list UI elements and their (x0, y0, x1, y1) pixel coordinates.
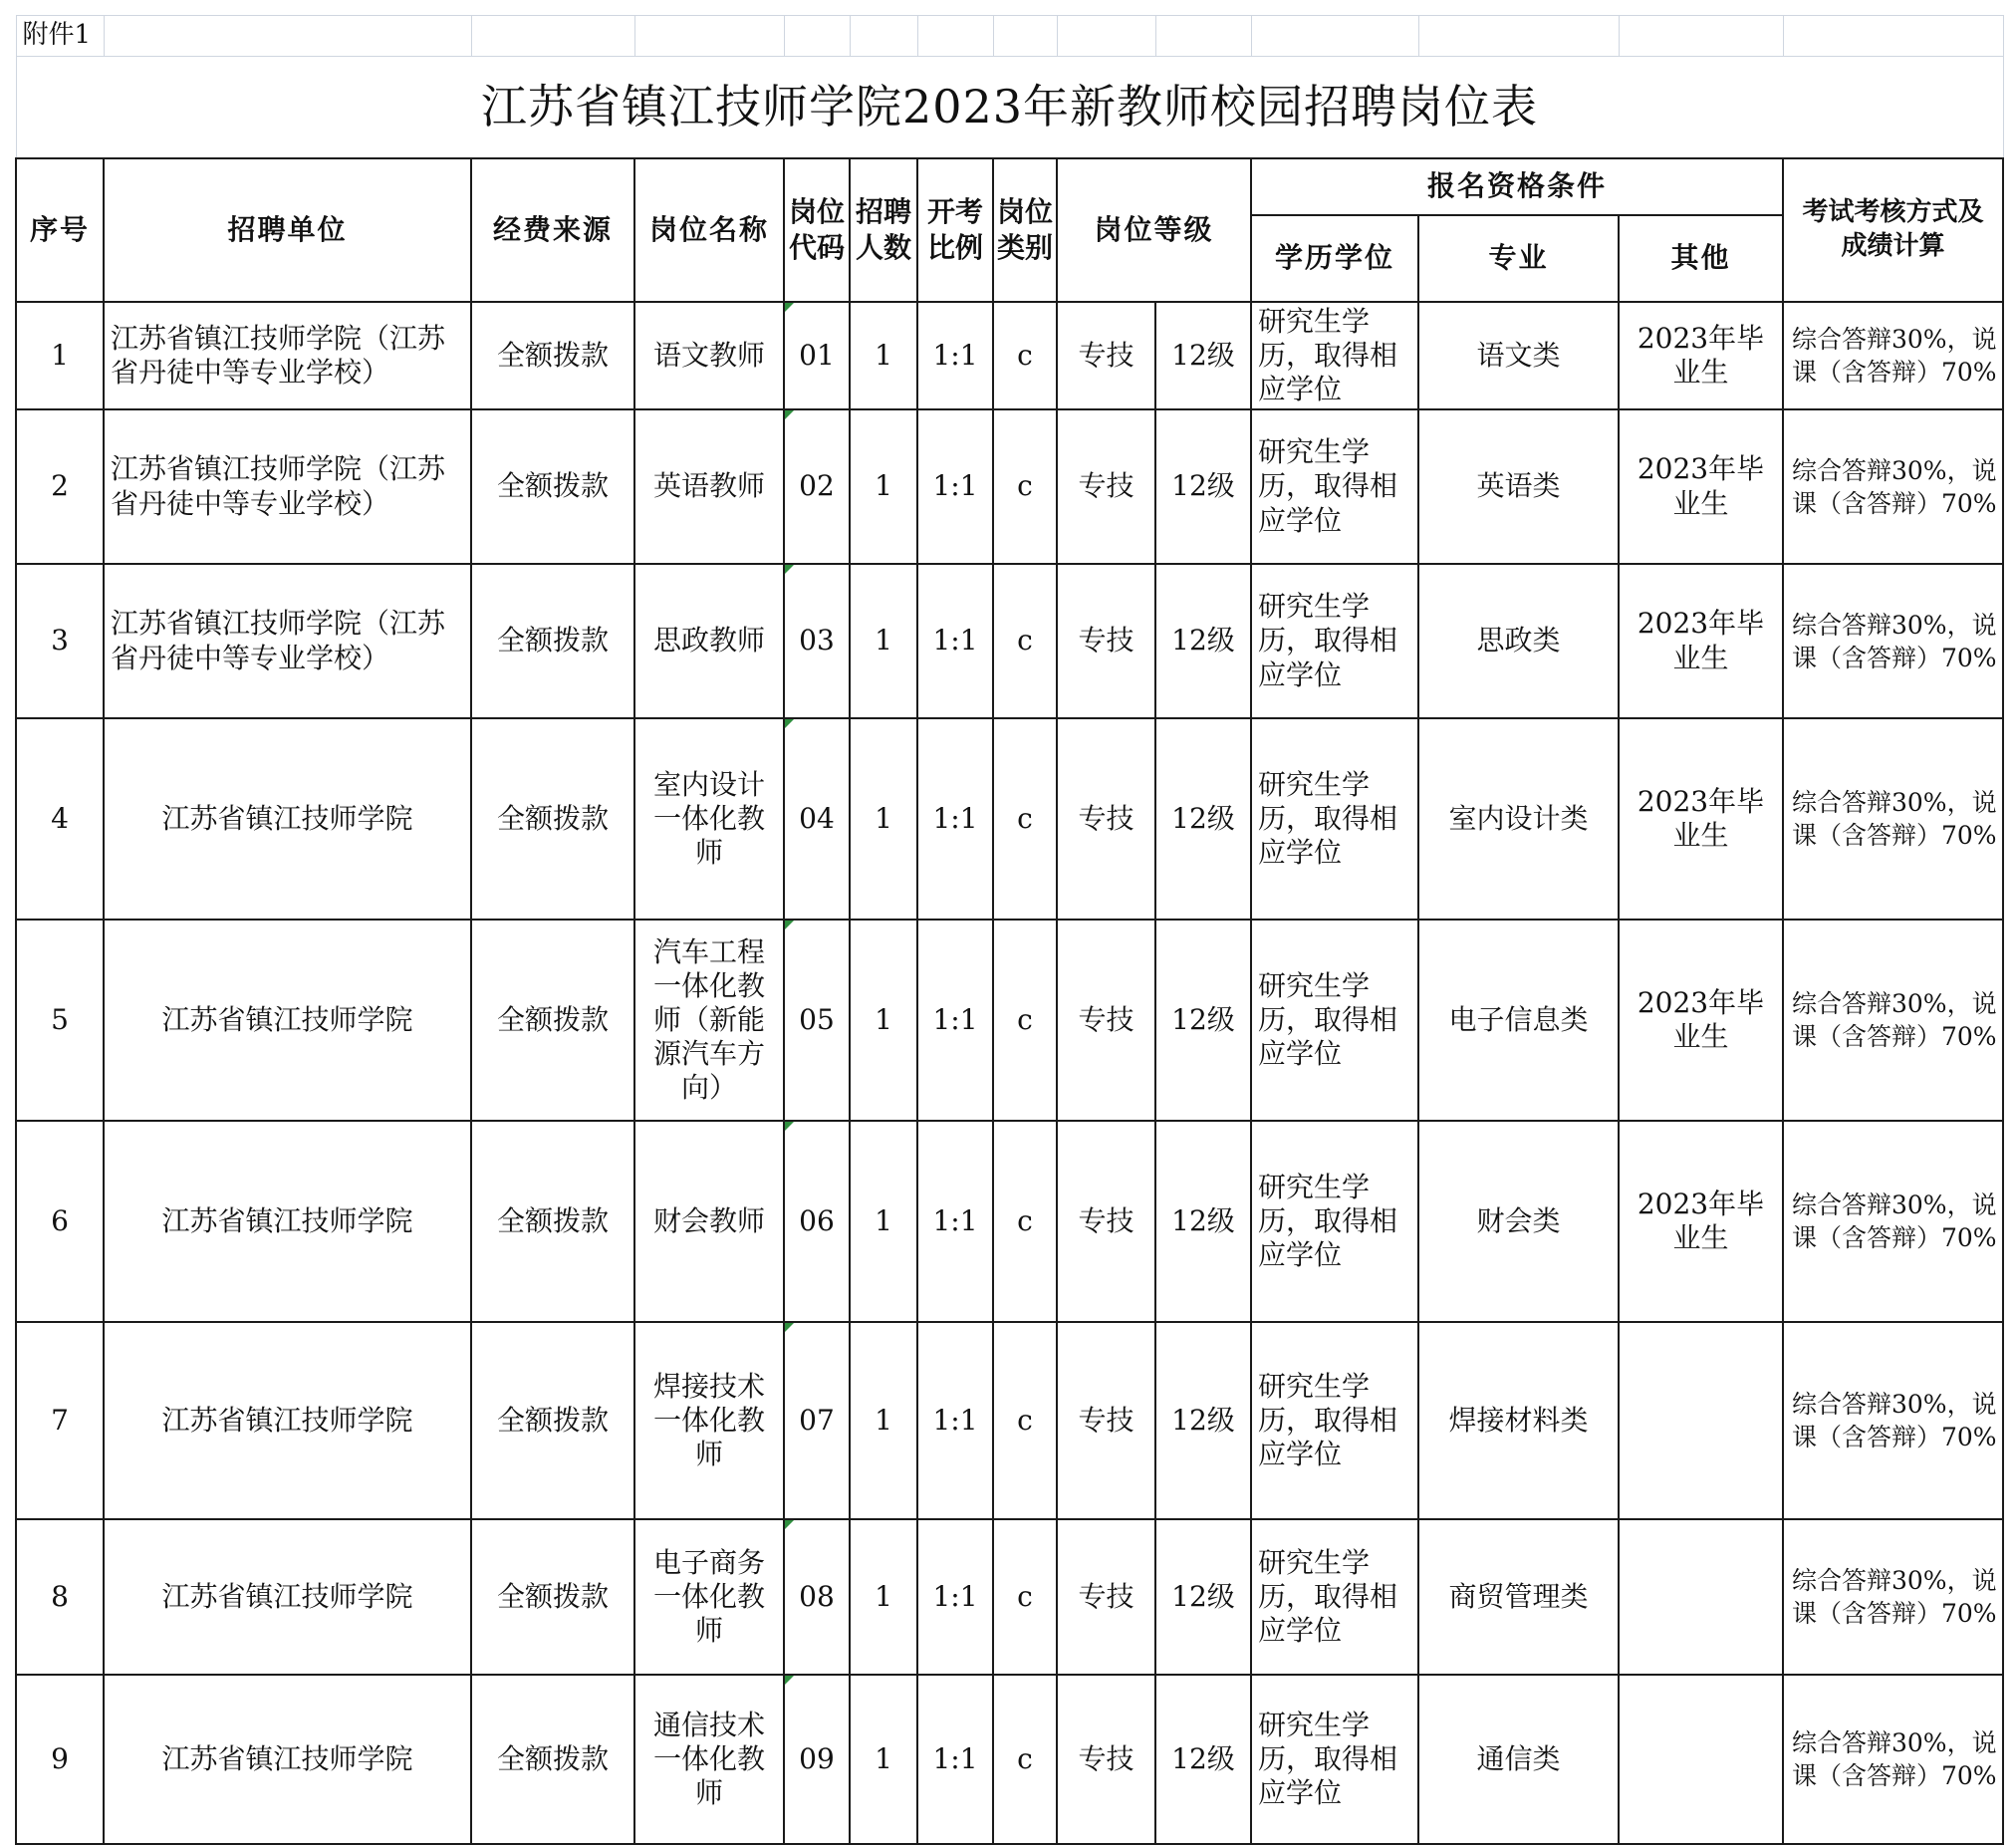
exam-method-cell[interactable]: 综合答辩30%，说课（含答辩）70% (1783, 302, 2003, 409)
exam-method-cell[interactable]: 综合答辩30%，说课（含答辩）70% (1783, 1675, 2003, 1844)
post-name-cell[interactable]: 思政教师 (634, 564, 784, 718)
post-level-grade-cell[interactable]: 12级 (1155, 1121, 1251, 1322)
exam-method-cell[interactable]: 综合答辩30%，说课（含答辩）70% (1783, 920, 2003, 1121)
header-post-code[interactable]: 岗位代码 (784, 158, 850, 302)
count-cell[interactable]: 1 (850, 1121, 917, 1322)
page-title[interactable]: 江苏省镇江技师学院2023年新教师校园招聘岗位表 (16, 57, 2003, 159)
seq-cell[interactable]: 7 (16, 1322, 104, 1519)
post-type-cell[interactable]: c (993, 718, 1057, 920)
ratio-cell[interactable]: 1:1 (917, 1675, 993, 1844)
post-code-text: 03 (799, 624, 835, 658)
post-level-category-cell[interactable]: 专技 (1057, 564, 1155, 718)
post-level-category-cell[interactable]: 专技 (1057, 1675, 1155, 1844)
unit-cell[interactable]: 江苏省镇江技师学院 (104, 920, 471, 1121)
post-level-grade-cell[interactable]: 12级 (1155, 1322, 1251, 1519)
funding-cell[interactable]: 全额拨款 (471, 1322, 634, 1519)
funding-cell[interactable]: 全额拨款 (471, 1675, 634, 1844)
post-level-category-cell[interactable]: 专技 (1057, 409, 1155, 564)
count-cell[interactable]: 1 (850, 920, 917, 1121)
other-cell[interactable]: 2023年毕业生 (1619, 1121, 1783, 1322)
ratio-cell[interactable]: 1:1 (917, 1519, 993, 1675)
post-code-cell[interactable] (784, 302, 850, 409)
header-education[interactable]: 学历学位 (1251, 215, 1418, 302)
unit-cell[interactable]: 江苏省镇江技师学院（江苏省丹徒中等专业学校） (104, 564, 471, 718)
exam-method-cell[interactable]: 综合答辩30%，说课（含答辩）70% (1783, 409, 2003, 564)
post-code-cell[interactable] (784, 409, 850, 564)
major-cell[interactable]: 商贸管理类 (1418, 1519, 1619, 1675)
ratio-cell[interactable]: 1:1 (917, 409, 993, 564)
exam-method-cell[interactable]: 综合答辩30%，说课（含答辩）70% (1783, 1519, 2003, 1675)
unit-cell[interactable]: 江苏省镇江技师学院（江苏省丹徒中等专业学校） (104, 302, 471, 409)
count-cell[interactable]: 1 (850, 302, 917, 409)
header-exam[interactable]: 考试考核方式及成绩计算 (1783, 158, 2003, 302)
education-cell[interactable]: 研究生学历，取得相应学位 (1251, 1121, 1418, 1322)
attachment-label[interactable]: 附件1 (16, 16, 104, 57)
funding-cell[interactable]: 全额拨款 (471, 1121, 634, 1322)
seq-cell[interactable]: 5 (16, 920, 104, 1121)
other-cell[interactable]: 2023年毕业生 (1619, 302, 1783, 409)
post-name-cell[interactable]: 室内设计一体化教师 (634, 718, 784, 920)
seq-cell[interactable]: 3 (16, 564, 104, 718)
title-row (16, 57, 2003, 159)
empty-cell[interactable] (1619, 16, 1783, 57)
cell-flag-indicator (785, 921, 794, 929)
other-cell[interactable] (1619, 1519, 1783, 1675)
header-count[interactable]: 招聘人数 (850, 158, 917, 302)
cell-flag-indicator (785, 1676, 794, 1685)
post-level-grade-cell[interactable]: 12级 (1155, 718, 1251, 920)
table-row (16, 718, 2003, 920)
post-code-text: 06 (799, 1203, 835, 1237)
count-cell[interactable]: 1 (850, 1519, 917, 1675)
post-level-category-cell[interactable]: 专技 (1057, 1121, 1155, 1322)
empty-cell[interactable] (471, 16, 634, 57)
header-row-top (16, 158, 2003, 215)
ratio-cell[interactable]: 1:1 (917, 718, 993, 920)
major-cell[interactable]: 语文类 (1418, 302, 1619, 409)
major-cell[interactable]: 室内设计类 (1418, 718, 1619, 920)
post-type-cell[interactable]: c (993, 1519, 1057, 1675)
empty-cell[interactable] (850, 16, 917, 57)
cell-flag-indicator (785, 719, 794, 728)
count-cell[interactable]: 1 (850, 1322, 917, 1519)
funding-cell[interactable]: 全额拨款 (471, 409, 634, 564)
post-level-grade-cell[interactable]: 12级 (1155, 564, 1251, 718)
post-level-grade-cell[interactable]: 12级 (1155, 302, 1251, 409)
empty-cell[interactable] (784, 16, 850, 57)
post-type-cell[interactable]: c (993, 1121, 1057, 1322)
post-level-grade-cell[interactable]: 12级 (1155, 920, 1251, 1121)
post-level-category-cell[interactable]: 专技 (1057, 920, 1155, 1121)
count-cell[interactable]: 1 (850, 409, 917, 564)
empty-cell[interactable] (104, 16, 471, 57)
post-name-cell[interactable]: 电子商务一体化教师 (634, 1519, 784, 1675)
post-code-cell[interactable] (784, 1675, 850, 1844)
education-cell[interactable]: 研究生学历，取得相应学位 (1251, 1519, 1418, 1675)
education-cell[interactable]: 研究生学历，取得相应学位 (1251, 920, 1418, 1121)
empty-cell[interactable] (1418, 16, 1619, 57)
post-level-grade-cell[interactable]: 12级 (1155, 409, 1251, 564)
unit-cell[interactable]: 江苏省镇江技师学院（江苏省丹徒中等专业学校） (104, 409, 471, 564)
table-row (16, 1121, 2003, 1322)
table-row (16, 302, 2003, 409)
empty-cell[interactable] (1251, 16, 1418, 57)
header-seq[interactable]: 序号 (16, 158, 104, 302)
cell-flag-indicator (785, 1122, 794, 1131)
header-ratio[interactable]: 开考比例 (917, 158, 993, 302)
header-unit[interactable]: 招聘单位 (104, 158, 471, 302)
header-post-level[interactable]: 岗位等级 (1057, 158, 1251, 302)
funding-cell[interactable]: 全额拨款 (471, 564, 634, 718)
post-code-cell[interactable] (784, 1121, 850, 1322)
spreadsheet-sheet (15, 15, 2002, 1845)
other-cell[interactable]: 2023年毕业生 (1619, 718, 1783, 920)
unit-cell[interactable]: 江苏省镇江技师学院 (104, 1322, 471, 1519)
major-cell[interactable]: 焊接材料类 (1418, 1322, 1619, 1519)
post-code-text: 02 (799, 469, 835, 503)
funding-cell[interactable]: 全额拨款 (471, 920, 634, 1121)
table-row (16, 1519, 2003, 1675)
education-cell[interactable]: 研究生学历，取得相应学位 (1251, 302, 1418, 409)
education-cell[interactable]: 研究生学历，取得相应学位 (1251, 1675, 1418, 1844)
ratio-cell[interactable]: 1:1 (917, 920, 993, 1121)
funding-cell[interactable]: 全额拨款 (471, 302, 634, 409)
post-code-text: 09 (799, 1741, 835, 1775)
ratio-cell[interactable]: 1:1 (917, 564, 993, 718)
empty-cell[interactable] (1155, 16, 1251, 57)
post-type-cell[interactable]: c (993, 302, 1057, 409)
header-other[interactable]: 其他 (1619, 215, 1783, 302)
major-cell[interactable]: 财会类 (1418, 1121, 1619, 1322)
major-cell[interactable]: 通信类 (1418, 1675, 1619, 1844)
attachment-row (16, 16, 2003, 57)
major-cell[interactable]: 电子信息类 (1418, 920, 1619, 1121)
table-row (16, 1675, 2003, 1844)
post-code-cell[interactable] (784, 564, 850, 718)
cell-flag-indicator (785, 1323, 794, 1332)
education-cell[interactable]: 研究生学历，取得相应学位 (1251, 718, 1418, 920)
seq-cell[interactable]: 2 (16, 409, 104, 564)
unit-cell[interactable]: 江苏省镇江技师学院 (104, 1519, 471, 1675)
unit-cell[interactable]: 江苏省镇江技师学院 (104, 1675, 471, 1844)
ratio-cell[interactable]: 1:1 (917, 302, 993, 409)
table-row (16, 920, 2003, 1121)
cell-flag-indicator (785, 565, 794, 574)
empty-cell[interactable] (1057, 16, 1155, 57)
seq-cell[interactable]: 1 (16, 302, 104, 409)
major-cell[interactable]: 英语类 (1418, 409, 1619, 564)
funding-cell[interactable]: 全额拨款 (471, 1519, 634, 1675)
header-post-name[interactable]: 岗位名称 (634, 158, 784, 302)
exam-method-cell[interactable]: 综合答辩30%，说课（含答辩）70% (1783, 1121, 2003, 1322)
header-qualifications[interactable]: 报名资格条件 (1251, 158, 1783, 215)
post-level-grade-cell[interactable]: 12级 (1155, 1675, 1251, 1844)
post-name-cell[interactable]: 财会教师 (634, 1121, 784, 1322)
post-type-cell[interactable]: c (993, 1322, 1057, 1519)
count-cell[interactable]: 1 (850, 564, 917, 718)
post-code-text: 05 (799, 1002, 835, 1036)
ratio-cell[interactable]: 1:1 (917, 1121, 993, 1322)
other-cell[interactable] (1619, 1675, 1783, 1844)
post-code-cell[interactable] (784, 718, 850, 920)
major-cell[interactable]: 思政类 (1418, 564, 1619, 718)
post-code-cell[interactable] (784, 920, 850, 1121)
recruitment-table (15, 15, 2004, 1845)
post-name-cell[interactable]: 英语教师 (634, 409, 784, 564)
post-level-category-cell[interactable]: 专技 (1057, 302, 1155, 409)
seq-cell[interactable]: 9 (16, 1675, 104, 1844)
seq-cell[interactable]: 6 (16, 1121, 104, 1322)
count-cell[interactable]: 1 (850, 1675, 917, 1844)
education-cell[interactable]: 研究生学历，取得相应学位 (1251, 564, 1418, 718)
post-name-cell[interactable]: 语文教师 (634, 302, 784, 409)
seq-cell[interactable]: 4 (16, 718, 104, 920)
post-name-cell[interactable]: 汽车工程一体化教师（新能源汽车方向） (634, 920, 784, 1121)
cell-flag-indicator (785, 410, 794, 419)
funding-cell[interactable]: 全额拨款 (471, 718, 634, 920)
header-major[interactable]: 专业 (1418, 215, 1619, 302)
post-level-category-cell[interactable]: 专技 (1057, 1322, 1155, 1519)
empty-cell[interactable] (634, 16, 784, 57)
empty-cell[interactable] (917, 16, 993, 57)
exam-method-cell[interactable]: 综合答辩30%，说课（含答辩）70% (1783, 718, 2003, 920)
post-name-cell[interactable]: 通信技术一体化教师 (634, 1675, 784, 1844)
table-row (16, 409, 2003, 564)
unit-cell[interactable]: 江苏省镇江技师学院 (104, 1121, 471, 1322)
post-level-category-cell[interactable]: 专技 (1057, 718, 1155, 920)
ratio-cell[interactable]: 1:1 (917, 1322, 993, 1519)
other-cell[interactable] (1619, 1322, 1783, 1519)
post-code-text: 07 (799, 1403, 835, 1437)
exam-method-cell[interactable]: 综合答辩30%，说课（含答辩）70% (1783, 564, 2003, 718)
exam-method-cell[interactable]: 综合答辩30%，说课（含答辩）70% (1783, 1322, 2003, 1519)
post-code-text: 04 (799, 801, 835, 835)
post-code-text: 01 (799, 338, 835, 372)
post-type-cell[interactable]: c (993, 409, 1057, 564)
other-cell[interactable]: 2023年毕业生 (1619, 564, 1783, 718)
other-cell[interactable]: 2023年毕业生 (1619, 920, 1783, 1121)
other-cell[interactable]: 2023年毕业生 (1619, 409, 1783, 564)
post-level-category-cell[interactable]: 专技 (1057, 1519, 1155, 1675)
post-type-cell[interactable]: c (993, 564, 1057, 718)
count-cell[interactable]: 1 (850, 718, 917, 920)
cell-flag-indicator (785, 303, 794, 312)
post-code-cell[interactable] (784, 1322, 850, 1519)
cell-flag-indicator (785, 1520, 794, 1529)
unit-cell[interactable]: 江苏省镇江技师学院 (104, 718, 471, 920)
post-type-cell[interactable]: c (993, 920, 1057, 1121)
header-funding[interactable]: 经费来源 (471, 158, 634, 302)
education-cell[interactable]: 研究生学历，取得相应学位 (1251, 1322, 1418, 1519)
post-code-text: 08 (799, 1579, 835, 1613)
seq-cell[interactable]: 8 (16, 1519, 104, 1675)
post-level-grade-cell[interactable]: 12级 (1155, 1519, 1251, 1675)
table-row (16, 564, 2003, 718)
table-row (16, 1322, 2003, 1519)
header-post-type[interactable]: 岗位类别 (993, 158, 1057, 302)
empty-cell[interactable] (993, 16, 1057, 57)
education-cell[interactable]: 研究生学历，取得相应学位 (1251, 409, 1418, 564)
empty-cell[interactable] (1783, 16, 2003, 57)
post-type-cell[interactable]: c (993, 1675, 1057, 1844)
post-name-cell[interactable]: 焊接技术一体化教师 (634, 1322, 784, 1519)
post-code-cell[interactable] (784, 1519, 850, 1675)
